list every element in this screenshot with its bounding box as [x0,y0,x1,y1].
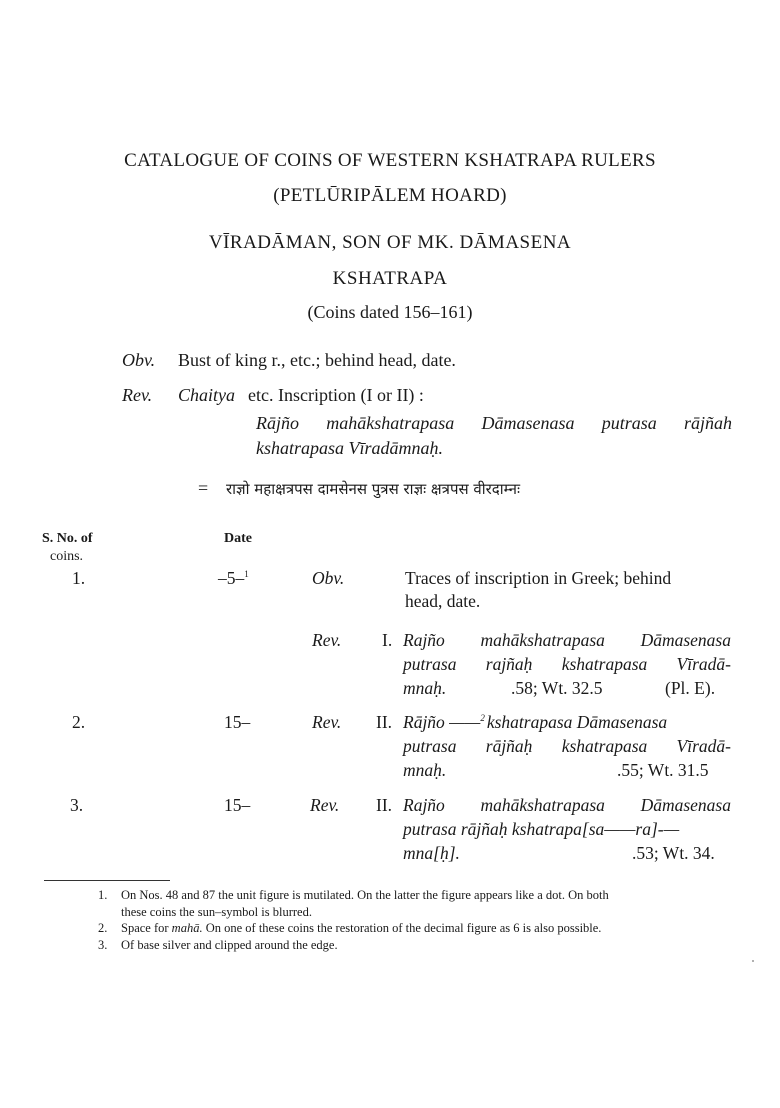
ruler-title: KSHATRAPA [332,268,448,289]
scan-speck [752,960,754,962]
obv-label: Obv. [122,350,156,370]
col-header-sno: S. No. of [42,531,93,546]
row1-desc-line3: mnaḥ. [403,678,447,698]
row2-weight: .55; Wt. 31.5 [617,760,709,780]
row1-plate: (Pl. E). [665,678,716,698]
footnote-2-text: Space for mahā. On one of these coins the restoration of the decimal figure as 6 is also possible. [121,921,602,935]
row2-desc-line2: putrasa rājñaḥ kshatrapasa Vīradā- [403,736,731,756]
row3-rev-type: II. [376,795,393,815]
row3-desc-line2: putrasa rājñaḥ kshatrapa[sa——ra]-— [403,819,680,839]
coins-dated: (Coins dated 156–161) [307,302,473,322]
rev-description: etc. Inscription (I or II) : [248,385,424,405]
row3-desc-line3: mna[ḥ]. [403,843,460,863]
row3-sno: 3. [70,795,84,815]
row1-obv-line2: head, date. [405,591,481,611]
devanagari-inscription: राज्ञो महाक्षत्रपस दामसेनस पुत्रस राज्ञः क्षत्रपस वीरदाम्नः [226,480,520,498]
row1-obv-line1: Traces of inscription in Greek; behind [405,568,672,588]
catalogue-title: CATALOGUE OF COINS OF WESTERN KSHATRAPA RULERS [124,150,656,171]
col-header-sno-2: coins. [50,549,84,564]
footnote-3-text: Of base silver and clipped around the edge. [121,938,338,952]
equals-sign: = [198,478,209,498]
row2-date: 15– [224,712,251,732]
row3-desc-line1: Rajño mahākshatrapasa Dāmasenasa [403,795,731,815]
rev-chaitya: Chaitya [178,385,235,405]
footnote-1-line1: On Nos. 48 and 87 the unit figure is mutilated. On the latter the figure appears like a dot. On both [121,888,609,902]
row2-desc-line3: mnaḥ. [403,760,447,780]
ruler-heading: VĪRADĀMAN, SON OF MK. DĀMASENA [208,232,572,253]
footnote-3-num: 3. [98,938,108,952]
row2-rev-type: II. [376,712,393,732]
row1-date: –5–$^1$ [218,568,249,588]
inscription-line-1: Rājño mahākshatrapasa Dāmasenasa putrasa rājñah [256,413,732,433]
row2-sno: 2. [72,712,86,732]
footnote-rule [44,880,170,881]
inscription-line-2: kshatrapasa Vīradāmnaḥ. [256,438,444,458]
obv-description: Bust of king r., etc.; behind head, date. [178,350,456,370]
row1-obv-label: Obv. [312,568,345,588]
footnote-1-line2: these coins the sun–symbol is blurred. [121,905,312,919]
row1-weight: .58; Wt. 32.5 [511,678,603,698]
rev-label: Rev. [122,385,153,405]
row1-rev-type: I. [382,630,393,650]
row3-rev-label: Rev. [310,795,340,815]
hoard-subtitle: (PETLŪRIPĀLEM HOARD) [273,185,507,206]
row1-sno: 1. [72,568,86,588]
footnote-1-num: 1. [98,888,108,902]
row1-desc-line2: putrasa rajñaḥ kshatrapasa Vīradā- [403,654,731,674]
row1-desc-line1: Rajño mahākshatrapasa Dāmasenasa [403,630,731,650]
footnote-2-num: 2. [98,921,108,935]
col-header-date: Date [224,531,252,546]
row1-rev-label: Rev. [312,630,342,650]
row2-rev-label: Rev. [312,712,342,732]
row3-weight: .53; Wt. 34. [632,843,715,863]
row2-desc-line1: Rājño ——$^2$ kshatrapasa Dāmasenasa [403,712,668,732]
row3-date: 15– [224,795,251,815]
